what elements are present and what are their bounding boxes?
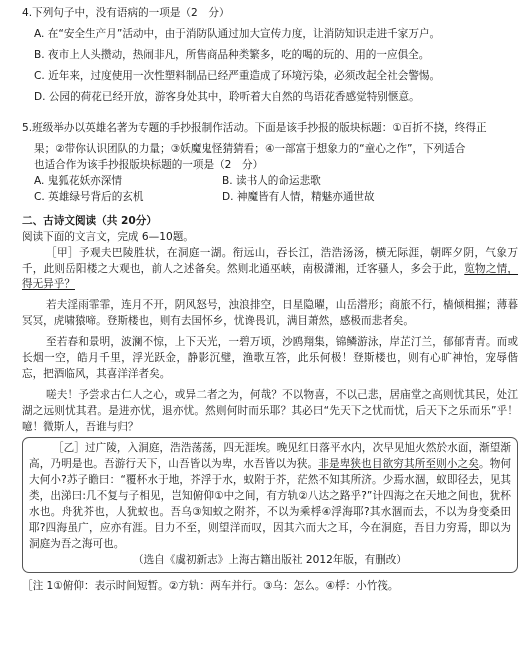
question-5-option-d: D. 神魔皆有人情，精魅亦通世故 [222, 191, 375, 204]
passage-b-source: （选自《虞初新志》上海古籍出版社 2012年版，有删改） [133, 553, 407, 566]
passage-b-text-1: ［乙］过广陵，入洞庭，浩浩荡荡，四无涯埃。晚见红日落平水内，次早见旭火然於水面，渐望渐高，乃明是也。吾游行天下，山吾皆以为卑，水吾皆以为狭。 [29, 442, 511, 471]
question-5-stem-line-3: 也适合作为该手抄报版块标题的一项是（2 分） [34, 159, 264, 172]
question-5-options [34, 174, 518, 206]
question-4-option-b: B. 夜市上人头攒动，热闹非凡，所售商品种类繁多，吃的喝的玩的、用的一应俱全。 [34, 48, 430, 61]
passage-a-p1-text: ［甲］予观夫巴陵胜状，在洞庭一湖。衔远山，吞长江，浩浩汤汤，横无际涯，朝晖夕阴，气象万千，此则岳阳楼之大观也，前人之述备矣。然则北通巫峡，南极潇湘，迁客骚人，多会于此， [22, 246, 518, 275]
question-5-option-c: C. 英雄绿号背后的玄机 [34, 191, 144, 204]
section-2-title: 二、古诗文阅读（共 20分） [22, 214, 157, 227]
passage-a-underlined-sentence: 览物之情，得无异乎？ [22, 262, 519, 291]
question-4-stem: 4.下列句子中，没有语病的一项是（2 分） [22, 7, 230, 19]
question-4-option-d: D. 公园的荷花已经开放，游客身处其中，聆听着大自然的鸟语花香感觉特别惬意。 [34, 90, 420, 103]
question-4-option-c: C. 近年来，过度使用一次性塑料制品已经严重造成了环境污染，必须改起全社会警惕。 [34, 69, 441, 82]
annotation-notes: ［注 1①俯仰：表示时间短暂。②方轨：两车并行。③乌：怎么。④桴：小竹筏。 [22, 579, 399, 592]
question-5-option-a: A. 鬼狐花妖亦深情 [34, 175, 122, 188]
question-5-stem-line-2: 果；②带你认识团队的力量；③妖魔鬼怪猜猜看；④一部富于想象力的“童心之作”，下列适合 [34, 143, 466, 156]
passage-b-paragraph [29, 441, 511, 552]
passage-b-box [22, 437, 518, 572]
passage-b-underlined-sentence: 非是卑狭也目欲穷其所至则小之矣 [318, 458, 479, 471]
question-5-stem-line-1: 5.班级举办以英雄名著为专题的手抄报制作活动。下面是该手抄报的版块标题：①百折不挠，终得正 [22, 122, 487, 135]
section-2-instruction: 阅读下面的文言文，完成 6—10题。 [22, 230, 194, 243]
passage-a-paragraph-3: 至若春和景明，波澜不惊，上下天光，一碧万顷，沙鸥翔集，锦鳞游泳，岸芷汀兰，郁郁青青。而或长烟一空，皓月千里，浮光跃金，静影沉璧，渔歌互答，此乐何极！登斯楼也，则有心旷神怡，宠辱偕忘，把酒临风，其喜洋洋者矣。 [22, 336, 518, 380]
passage-a-paragraph-4: 嗟夫！予尝求古仁人之心，或异二者之为，何哉？不以物喜，不以己悲，居庙堂之高则忧其民，处江湖之远则忧其君。是进亦忧，退亦忧。然则何时而乐耶？其必曰“先天下之忧而忧，后天下之乐而乐”乎！噫！微斯人，吾谁与归？ [22, 388, 518, 433]
passage-b-text-2: 。物何大何小?苏子瞻曰：“覆杯水于地，芥浮于水，蚁附于芥，茫然不知其所济。少焉水涸，蚁即径去，见其类，出涕曰:几不复与子相见，岂知俯仰①中之间，有方轨②八达之路乎?”计四海之在天地之间也，犹杯水也。舟犹芥也，人犹蚁也。吾乌③知蚁之附芥，不以为乘桴④浮海耶?其水涸而去，不以为身变桑田耶?四海虽广，应亦有涯。目力不至，则望洋而叹，因其六而大之耳，今在洞庭，吾目力穷焉，即以为洞庭为吾之海可也。 [29, 458, 512, 550]
passage-a [22, 246, 518, 436]
passage-a-paragraph-1 [22, 246, 518, 294]
question-5-option-b: B. 读书人的命运悲歌 [222, 175, 321, 188]
question-4-option-a: A. 在“安全生产月”活动中，由于消防队通过加大宣传力度，让消防知识走进千家万户。 [34, 27, 441, 40]
passage-a-paragraph-2: 若夫淫雨霏霏，连月不开，阴风怒号，浊浪排空，日星隐曜，山岳潜形；商旅不行，樯倾楫摧；薄暮冥冥，虎啸猿啼。登斯楼也，则有去国怀乡，忧谗畏讥，满目萧然，感极而悲者矣。 [22, 299, 518, 328]
